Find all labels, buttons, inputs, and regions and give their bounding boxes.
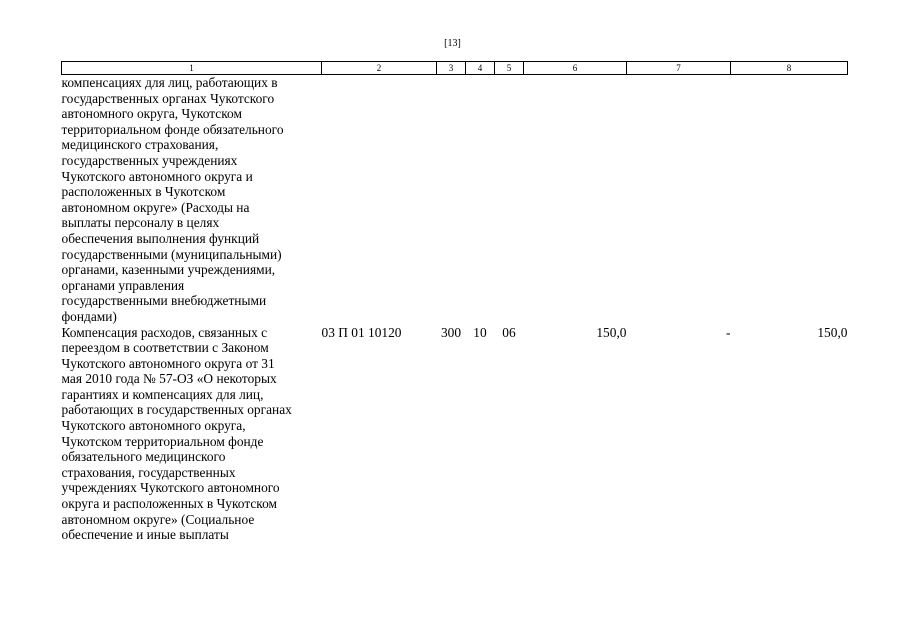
amount-column-7: -	[726, 324, 731, 340]
description-line: обеспечения выполнения функций	[61, 230, 260, 246]
column-number-7: 7	[627, 62, 731, 75]
description-line: компенсациях для лиц, работающих в	[61, 75, 278, 90]
description-line: государственных органах Чукотского	[61, 90, 275, 106]
description-line: обеспечение и иные выплаты	[61, 527, 229, 543]
description-line: учреждениях Чукотского автономного	[61, 480, 280, 496]
description-line: государственных учреждениях	[61, 152, 238, 168]
subsection-code: 06	[502, 324, 516, 340]
description-line: Чукотском территориальном фонде	[61, 433, 264, 449]
column-number-6: 6	[524, 62, 627, 75]
description-line: Чукотского автономного округа,	[61, 418, 246, 434]
description-line: государственными внебюджетными	[61, 293, 267, 309]
description-line: переездом в соответствии с Законом	[61, 340, 269, 356]
description-line: округа и расположенных в Чукотском	[61, 496, 278, 512]
page-number: [13]	[444, 38, 461, 49]
amount-column-8	[731, 75, 848, 325]
column-number-8: 8	[731, 62, 848, 75]
description-line: автономном округе» (Социальное	[61, 511, 255, 527]
description-line: органами, казенными учреждениями,	[61, 262, 276, 278]
column-number-3: 3	[437, 62, 466, 75]
table-header-row	[62, 62, 848, 75]
description-line: Чукотского автономного округа от 31	[61, 355, 275, 371]
budget-table	[61, 61, 848, 543]
description-line: государственными (муниципальными)	[61, 246, 282, 262]
amount-column-7	[627, 75, 731, 325]
table-row	[62, 325, 848, 543]
description-line: медицинского страхования,	[61, 137, 219, 153]
description-line: страхования, государственных	[61, 464, 236, 480]
section-code: 10	[473, 324, 487, 340]
description-line: автономного округа, Чукотском	[61, 106, 242, 122]
description-line: Компенсация расходов, связанных с	[61, 324, 268, 340]
subsection-code	[495, 75, 524, 325]
column-number-4: 4	[466, 62, 495, 75]
row-description	[62, 75, 322, 325]
table-row	[62, 75, 848, 325]
description-line: органами управления	[61, 277, 185, 293]
column-number-1: 1	[62, 62, 322, 75]
column-number-2: 2	[322, 62, 437, 75]
description-line: фондами)	[61, 308, 117, 324]
amount-column-8: 150,0	[817, 324, 848, 340]
description-line: обязательного медицинского	[61, 449, 226, 465]
expense-type-code	[437, 75, 466, 325]
amount-column-6: 150,0	[596, 324, 627, 340]
description-line: расположенных в Чукотском	[61, 184, 226, 200]
amount-column-6	[524, 75, 627, 325]
description-line: автономном округе» (Расходы на	[61, 199, 250, 215]
description-line: гарантиях и компенсациях для лиц,	[61, 386, 264, 402]
expense-type-code: 300	[440, 324, 462, 340]
column-number-5: 5	[495, 62, 524, 75]
budget-classification-code	[322, 75, 437, 325]
row-description	[62, 325, 322, 543]
description-line: территориальном фонде обязательного	[61, 121, 284, 137]
description-line: выплаты персоналу в целях	[61, 215, 220, 231]
description-line: мая 2010 года № 57-ОЗ «О некоторых	[61, 371, 277, 387]
description-line: Чукотского автономного округа и	[61, 168, 253, 184]
description-line: работающих в государственных органах	[61, 402, 292, 418]
section-code	[466, 75, 495, 325]
budget-classification-code: 03 П 01 10120	[321, 324, 402, 340]
